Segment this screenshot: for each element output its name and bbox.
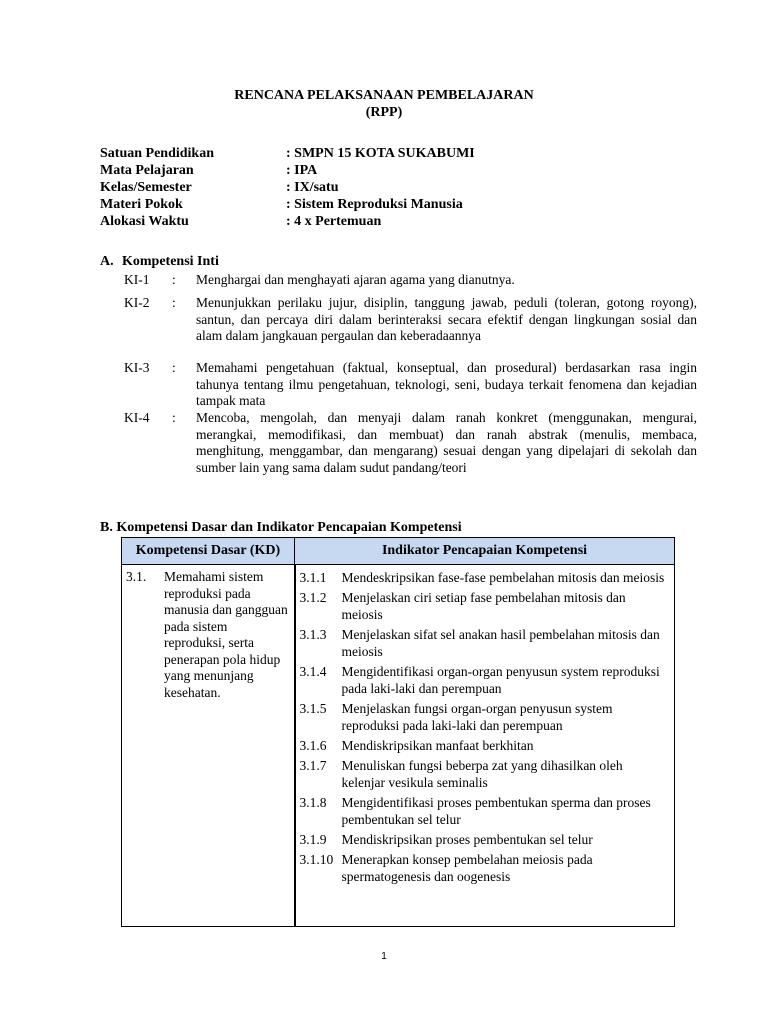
meta-row (100, 162, 700, 179)
meta-label: Mata Pelajaran (100, 163, 194, 178)
indicator-header: Indikator Pencapaian Kompetensi (295, 538, 675, 565)
ki-code: KI-4 (124, 410, 150, 425)
identity-block (100, 145, 700, 230)
meta-value: : IX/satu (286, 180, 339, 195)
indicator-text: Menjelaskan fungsi organ-organ penyusun system reproduksi pada laki-laki dan perempuan (341, 701, 613, 733)
indicator-list (296, 565, 675, 885)
indicator-item (300, 569, 669, 586)
document-title: RENCANA PELAKSANAAN PEMBELAJARAN (234, 88, 534, 103)
meta-row (100, 179, 700, 196)
indicator-number: 3.1.5 (299, 701, 327, 716)
indicator-number: 3.1.3 (299, 627, 327, 642)
indicator-text: Mendiskripsikan proses pembentukan sel telur (341, 832, 593, 847)
kd-number: 3.1. (126, 569, 147, 584)
indicator-item (300, 737, 669, 754)
meta-value: : SMPN 15 KOTA SUKABUMI (286, 146, 475, 161)
section-a-title: Kompetensi Inti (122, 254, 219, 269)
ki-item (124, 272, 697, 289)
indicator-text: Menjelaskan ciri setiap fase pembelahan mitosis dan meiosis (341, 590, 626, 622)
meta-label: Materi Pokok (100, 197, 183, 212)
ki-code: KI-1 (124, 272, 150, 287)
meta-row (100, 145, 700, 162)
ki-colon: : (172, 295, 176, 310)
ki-colon: : (172, 272, 176, 287)
ki-item (124, 295, 697, 345)
indicator-number: 3.1.9 (299, 832, 327, 847)
page-number: 1 (381, 951, 387, 962)
meta-row (100, 196, 700, 213)
indicator-number: 3.1.10 (299, 852, 334, 867)
indicator-text: Menjelaskan sifat sel anakan hasil pembelahan mitosis dan meiosis (341, 627, 660, 659)
meta-label: Satuan Pendidikan (100, 146, 214, 161)
meta-value: : IPA (286, 163, 318, 178)
indicator-item (300, 757, 669, 791)
kd-table (121, 537, 675, 927)
kd-cell (122, 565, 295, 927)
ki-item (124, 410, 697, 476)
kd-text: Memahami sistem reproduksi pada manusia dan gangguan pada sistem reproduksi, serta penerapan pola hidup yang menunjang kesehatan. (164, 569, 288, 700)
indicator-text: Mendiskripsikan manfaat berkhitan (341, 738, 534, 753)
indicator-number: 3.1.8 (299, 795, 327, 810)
meta-value: : Sistem Reproduksi Manusia (286, 197, 463, 212)
meta-value: : 4 x Pertemuan (286, 214, 382, 229)
indicator-item (300, 626, 669, 660)
indicator-item (300, 831, 669, 848)
document-subtitle: (RPP) (365, 105, 403, 120)
ki-text: Menghargai dan menghayati ajaran agama yang dianutnya. (196, 272, 515, 287)
ki-code: KI-3 (124, 360, 150, 375)
ki-text: Menunjukkan perilaku jujur, disiplin, tanggung jawab, peduli (toleran, gotong royong), santun, dan percaya diri dalam berinteraksi secara efektif dengan lingkungan sosial dan alam dalam jangkauan pergaulan dan keberadaannya (196, 295, 697, 343)
indicator-number: 3.1.6 (299, 738, 327, 753)
kd-table-row (122, 565, 675, 927)
indicator-cell (295, 565, 675, 927)
indicator-number: 3.1.4 (299, 664, 327, 679)
meta-row (100, 213, 700, 230)
indicator-item (300, 589, 669, 623)
kd-header: Kompetensi Dasar (KD) (122, 538, 295, 565)
meta-label: Kelas/Semester (100, 180, 192, 195)
indicator-item (300, 794, 669, 828)
indicator-text: Mendeskripsikan fase-fase pembelahan mitosis dan meiosis (341, 570, 665, 585)
kd-table-header-row (122, 538, 675, 565)
section-a-letter: A. (100, 254, 114, 269)
indicator-item (300, 851, 669, 885)
indicator-number: 3.1.7 (299, 758, 327, 773)
indicator-text: Menerapkan konsep pembelahan meiosis pada spermatogenesis dan oogenesis (341, 852, 593, 884)
meta-label: Alokasi Waktu (100, 214, 189, 229)
indicator-number: 3.1.2 (299, 590, 327, 605)
indicator-item (300, 700, 669, 734)
indicator-text: Menuliskan fungsi beberpa zat yang dihasilkan oleh kelenjar vesikula seminalis (341, 758, 623, 790)
ki-colon: : (172, 360, 176, 375)
ki-item (124, 360, 697, 410)
ki-code: KI-2 (124, 295, 150, 310)
ki-text: Memahami pengetahuan (faktual, konseptual, dan prosedural) berdasarkan rasa ingin tahunya tentang ilmu pengetahuan, teknologi, seni, budaya terkait fenomena dan kejadian tampak mata (196, 360, 697, 408)
indicator-item (300, 663, 669, 697)
indicator-text: Mengidentifikasi organ-organ penyusun system reproduksi pada laki-laki dan perempuan (341, 664, 660, 696)
indicator-text: Mengidentifikasi proses pembentukan sperma dan proses pembentukan sel telur (341, 795, 651, 827)
ki-text: Mencoba, mengolah, dan menyaji dalam ranah konkret (menggunakan, mengurai, merangkai, memodifikasi, dan membuat) dan ranah abstrak (menulis, membaca, menghitung, menggambar, dan mengarang) sesuai dengan yang dipelajari di sekolah dan sumber lain yang sama dalam sudut pandang/teori (196, 410, 697, 475)
section-a-heading (100, 254, 219, 270)
indicator-number: 3.1.1 (299, 570, 327, 585)
ki-colon: : (172, 410, 176, 425)
section-b-heading: B. Kompetensi Dasar dan Indikator Pencapaian Kompetensi (100, 520, 462, 535)
